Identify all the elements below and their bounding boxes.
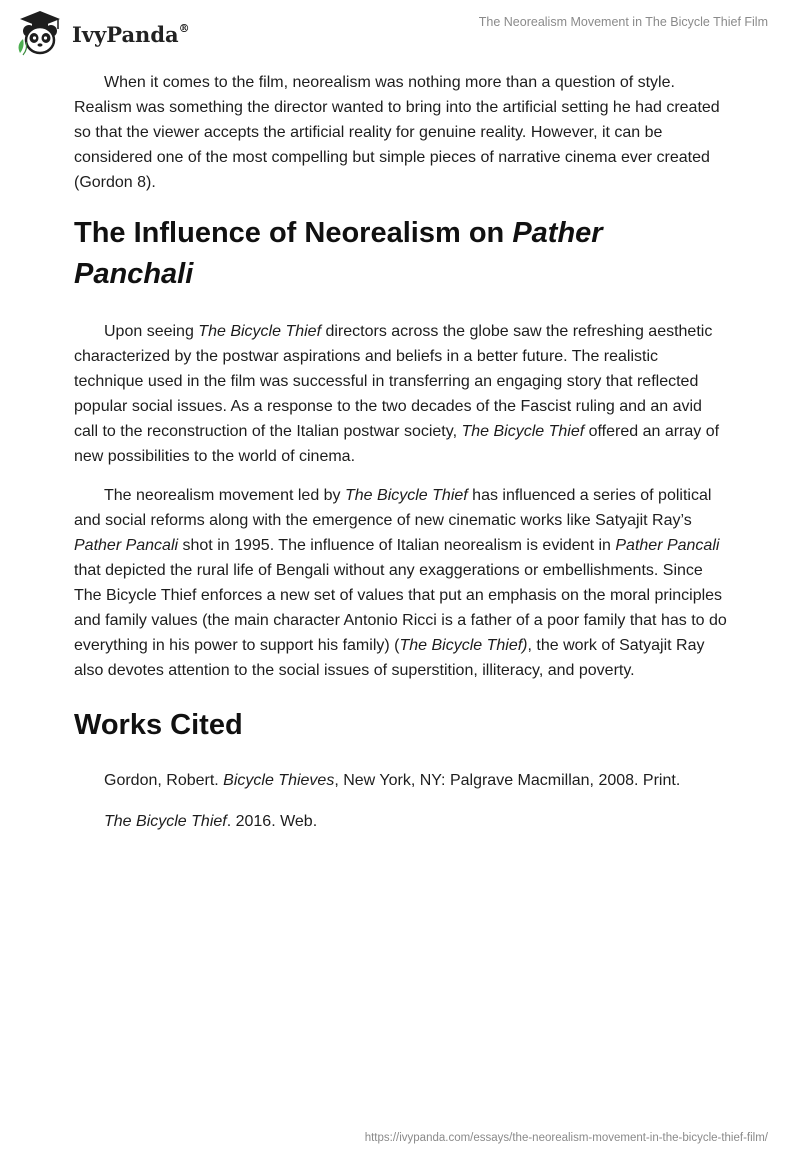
- heading-influence: The Influence of Neorealism on Pather Panchali: [74, 217, 603, 290]
- page-header: [0, 0, 800, 64]
- logo-wordmark: IvyPanda®: [72, 21, 190, 47]
- heading-works-cited: Works Cited: [74, 709, 243, 741]
- citation-gordon: Gordon, Robert. Bicycle Thieves, New York, NY: Palgrave Macmillan, 2008. Print.: [104, 772, 681, 789]
- citation-bicycle-thief: The Bicycle Thief. 2016. Web.: [104, 813, 318, 830]
- ivypanda-logo[interactable]: [14, 8, 194, 58]
- panda-graduate-icon: [14, 9, 66, 57]
- running-title: The Neorealism Movement in The Bicycle Thief Film: [478, 15, 768, 29]
- essay-content: [74, 70, 728, 850]
- paragraph-influence-1: Upon seeing The Bicycle Thief directors across the globe saw the refreshing aesthetic characterized by the postwar aspirations and beliefs in a better future. The realistic technique used in the film was successful in transferring an engaging story that reflected popular social issues. As a response to the two decades of the Fascist ruling and an avid call to the reconstruction of the Italian postwar society, The Bicycle Thief offered an array of new possibilities to the world of cinema.: [74, 323, 720, 465]
- source-url-link[interactable]: https://ivypanda.com/essays/the-neorealism-movement-in-the-bicycle-thief-film/: [364, 1132, 768, 1144]
- paragraph-influence-2: The neorealism movement led by The Bicycle Thief has influenced a series of political and social reforms along with the emergence of new cinematic works like Satyajit Ray’s Pather Pancali shot in 1995. The influence of Italian neorealism is evident in Pather Pancali that depicted the rural life of Bengali without any exaggerations or embellishments. Since The Bicycle Thief enforces a new set of values that put an emphasis on the moral principles and family values (the main character Antonio Ricci is a father of a poor family that has to do everything in his power to support his family) (The Bicycle Thief), the work of Satyajit Ray also devotes attention to the social issues of superstition, illiteracy, and poverty.: [74, 487, 727, 679]
- paragraph-intro: When it comes to the film, neorealism was nothing more than a question of style. Realism was something the director wanted to bring into the artificial setting he had created so that the viewer accepts the artificial reality for genuine reality. However, it can be considered one of the most compelling but simple pieces of narrative cinema ever created (Gordon 8).: [74, 74, 720, 191]
